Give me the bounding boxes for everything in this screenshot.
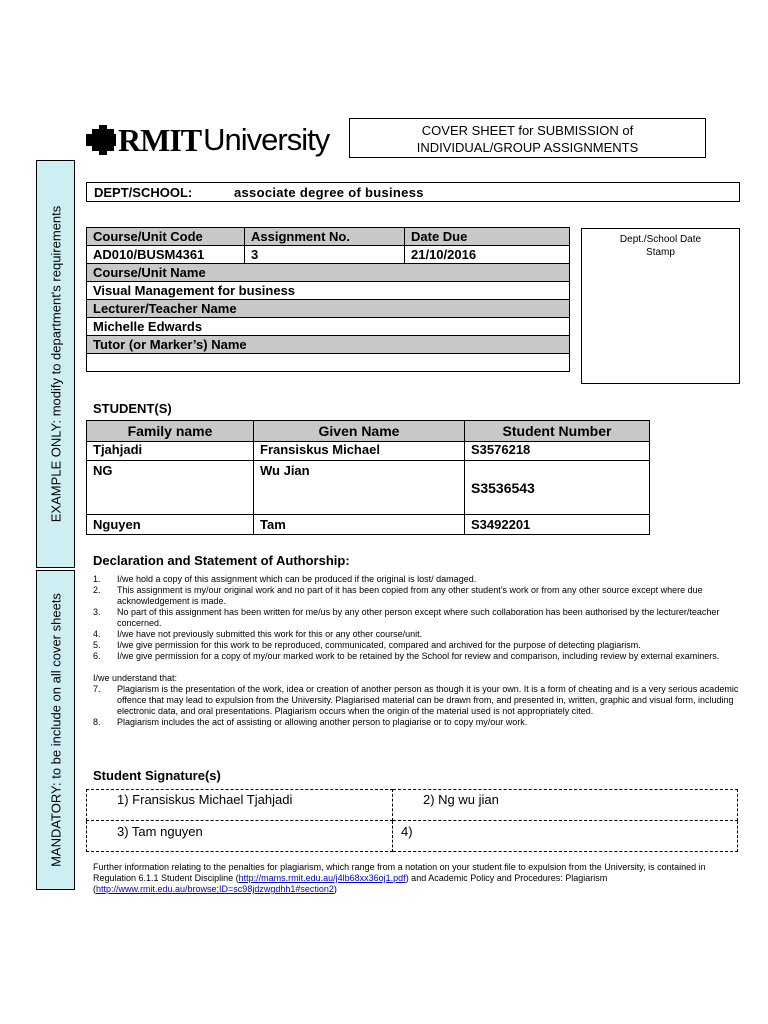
signature-3[interactable]: 3) Tam nguyen	[87, 821, 393, 852]
declaration-item: 2. This assignment is my/our original work and no part of it has been copied from any other student’s work or from any other source except where due acknowledgement is made.	[93, 585, 703, 606]
signature-1[interactable]: 1) Fransiskus Michael Tjahjadi	[87, 790, 393, 821]
declaration-item: 5. I/we give permission for this work to be reproduced, communicated, compared and archived for the purpose of detecting plagiarism.	[93, 640, 641, 650]
course-table	[86, 227, 570, 372]
cover-title-line2: INDIVIDUAL/GROUP ASSIGNMENTS	[416, 140, 639, 155]
student-row	[87, 461, 650, 515]
mandatory-text: MANDATORY: to be include on all cover sheets	[48, 593, 63, 867]
cover-title-line1: COVER SHEET for SUBMISSION of	[421, 123, 634, 138]
col-student-number: Student Number	[465, 421, 650, 442]
course-code-value[interactable]: AD010/BUSM4361	[87, 246, 245, 264]
assignment-label: Assignment No.	[245, 228, 405, 246]
cover-sheet-title	[349, 118, 706, 158]
example-only-text: EXAMPLE ONLY: modify to department's requirements	[48, 205, 63, 523]
dept-label: DEPT/SCHOOL:	[94, 184, 193, 200]
signature-2[interactable]: 2) Ng wu jian	[393, 790, 738, 821]
understand-text: I/we understand that:	[93, 673, 178, 683]
student-number[interactable]: S3492201	[465, 515, 650, 535]
logo-rmit: RMIT	[118, 121, 202, 158]
rmit-logo	[86, 122, 329, 158]
tutor-value[interactable]	[87, 354, 570, 372]
assignment-value[interactable]: 3	[245, 246, 405, 264]
declaration-item: 3. No part of this assignment has been written for me/us by any other person except where such collaboration has been authorised by the lecturer/teacher concerned.	[93, 607, 720, 628]
further-information: Further information relating to the penalties for plagiarism, which range from a notation on your student file to expulsion from the University, is contained in Regulation 6.1.1 Student Discipline (http://mams.rmit.edu.au/j4lb68xx36oj1.pdf) and Academic Policy and Procedures: Plagiarism (http://www.rmit.edu.au/browse;ID=sc98jdzwgdhh1#section2)	[93, 862, 706, 894]
lecturer-value[interactable]: Michelle Edwards	[87, 318, 570, 336]
mandatory-box	[36, 570, 75, 890]
declaration-heading: Declaration and Statement of Authorship:	[93, 553, 350, 568]
student-family[interactable]: Tjahjadi	[87, 442, 254, 461]
col-given-name: Given Name	[254, 421, 465, 442]
logo-university: University	[203, 122, 330, 157]
discipline-regulation-link[interactable]: http://mams.rmit.edu.au/j4lb68xx36oj1.pdf	[238, 873, 406, 883]
date-stamp-box	[581, 228, 740, 384]
tutor-label: Tutor (or Marker’s) Name	[87, 336, 570, 354]
lecturer-label: Lecturer/Teacher Name	[87, 300, 570, 318]
rmit-pixel-icon	[86, 125, 116, 155]
signature-table	[86, 789, 738, 852]
declaration-item: 7. Plagiarism is the presentation of the work, idea or creation of another person as though it is your own. It is a form of cheating and is a very serious academic offence that may lead to expulsion from the University. Plagiarised material can be drawn from, and presented in, written, graphic and visual form, including electronic data, and oral presentations. Plagiarism occurs when the origin of the material used is not appropriately cited.	[93, 684, 739, 716]
student-number[interactable]: S3536543	[465, 461, 650, 515]
student-family[interactable]: Nguyen	[87, 515, 254, 535]
student-row	[87, 442, 650, 461]
declaration-item: 1. I/we hold a copy of this assignment which can be produced if the original is lost/ damaged.	[93, 574, 477, 584]
student-given[interactable]: Wu Jian	[254, 461, 465, 515]
course-name-value[interactable]: Visual Management for business	[87, 282, 570, 300]
course-code-label: Course/Unit Code	[87, 228, 245, 246]
declaration-list	[93, 574, 743, 728]
student-number[interactable]: S3576218	[465, 442, 650, 461]
student-given[interactable]: Tam	[254, 515, 465, 535]
students-table	[86, 420, 650, 535]
stamp-line2: Stamp	[646, 247, 675, 258]
signature-4[interactable]: 4)	[393, 821, 738, 852]
plagiarism-policy-link[interactable]: http://www.rmit.edu.au/browse;ID=sc98jdzwgdhh1#section2	[96, 884, 334, 894]
stamp-line1: Dept./School Date	[619, 234, 702, 245]
col-family-name: Family name	[87, 421, 254, 442]
declaration-item: 6. I/we give permission for a copy of my/our marked work to be retained by the School for review and comparison, including review by external examiners.	[93, 651, 720, 661]
dept-school-row	[86, 182, 740, 202]
declaration-item: 4. I/we have not previously submitted this work for this or any other course/unit.	[93, 629, 423, 639]
student-family[interactable]: NG	[87, 461, 254, 515]
student-given[interactable]: Fransiskus Michael	[254, 442, 465, 461]
dept-value[interactable]: associate degree of business	[234, 184, 424, 200]
date-due-label: Date Due	[405, 228, 570, 246]
declaration-item: 8. Plagiarism includes the act of assisting or allowing another person to plagiarise or to copy my/our work.	[93, 717, 528, 727]
signature-heading: Student Signature(s)	[93, 768, 221, 783]
student-row	[87, 515, 650, 535]
date-due-value[interactable]: 21/10/2016	[405, 246, 570, 264]
course-name-label: Course/Unit Name	[87, 264, 570, 282]
students-heading: STUDENT(S)	[93, 401, 172, 416]
example-only-box	[36, 160, 75, 568]
